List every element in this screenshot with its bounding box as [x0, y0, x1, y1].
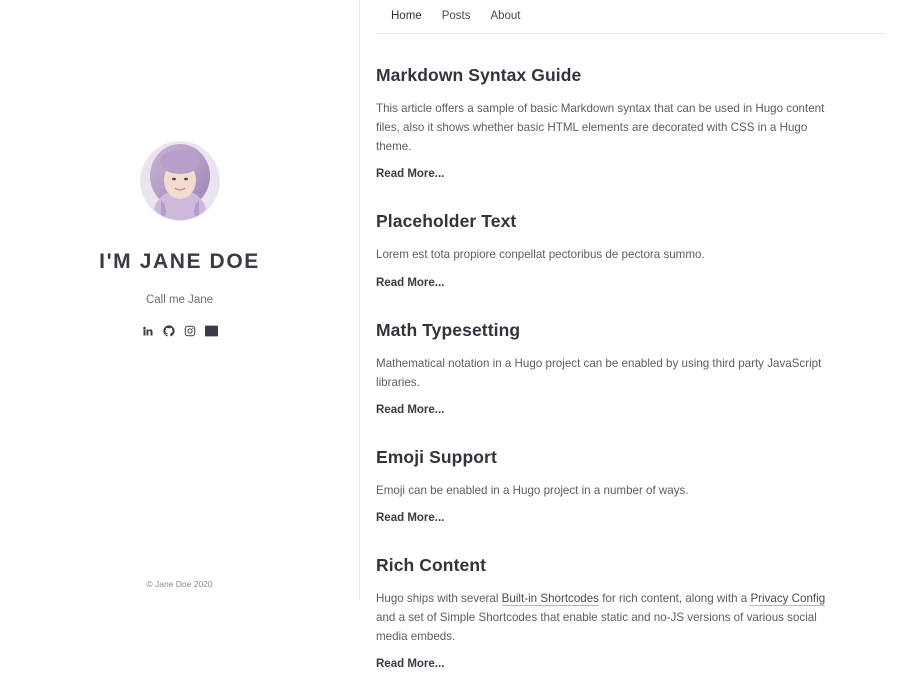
github-icon[interactable] [163, 324, 176, 337]
privacy-config-link[interactable]: Privacy Config [750, 591, 826, 605]
post-summary: Mathematical notation in a Hugo project can be enabled by using third party JavaScript libraries. [376, 356, 822, 389]
avatar-image [141, 142, 219, 220]
page-title: I'M JANE DOE [99, 250, 260, 273]
nav-item-about[interactable]: About [490, 10, 521, 22]
post-summary [376, 589, 840, 646]
post-title[interactable]: Math Typesetting [376, 319, 521, 340]
avatar [141, 142, 219, 220]
post-list [360, 34, 900, 684]
list-item [376, 447, 840, 538]
read-more-link[interactable]: Read More... [376, 168, 445, 181]
read-more-link[interactable]: Read More... [376, 658, 445, 671]
post-summary: This article offers a sample of basic Markdown syntax that can be used in Hugo content files, also it shows whether basic HTML elements are decorated with CSS in a Hugo theme. [376, 102, 825, 154]
post-summary-tail: and a set of Simple Shortcodes that enable static and no-JS versions of various social media embeds. [376, 611, 817, 644]
social-links [142, 324, 218, 337]
list-item [376, 65, 840, 194]
sidebar-tagline: Call me Jane [145, 294, 214, 306]
sidebar [0, 0, 360, 600]
list-item [376, 211, 840, 302]
post-title[interactable]: Markdown Syntax Guide [376, 65, 582, 85]
post-title[interactable]: Emoji Support [376, 446, 497, 467]
list-item [376, 555, 840, 684]
main-content [360, 0, 900, 671]
instagram-icon[interactable] [184, 324, 197, 337]
email-icon[interactable] [205, 324, 218, 337]
linkedin-icon[interactable] [142, 324, 155, 337]
post-title[interactable]: Rich Content [376, 554, 487, 575]
list-item [376, 320, 840, 430]
sidebar-copyright: © Jane Doe 2020 [146, 579, 213, 589]
post-summary: Lorem est tota propiore conpellat pectoribus de pectora summo. [376, 248, 705, 262]
post-summary: Emoji can be enabled in a Hugo project in a number of ways. [376, 483, 689, 497]
nav-item-posts[interactable]: Posts [441, 10, 471, 22]
read-more-link[interactable]: Read More... [376, 276, 445, 289]
read-more-link[interactable]: Read More... [376, 511, 445, 524]
post-summary-mid: for rich content, along with a [598, 591, 751, 605]
shortcodes-link[interactable]: Built-in Shortcodes [501, 591, 599, 605]
read-more-link[interactable]: Read More... [376, 403, 445, 416]
post-summary-lead: Hugo ships with several [376, 591, 502, 605]
nav-item-home[interactable]: Home [391, 10, 422, 22]
top-nav [376, 0, 884, 34]
post-title[interactable]: Placeholder Text [376, 211, 517, 232]
